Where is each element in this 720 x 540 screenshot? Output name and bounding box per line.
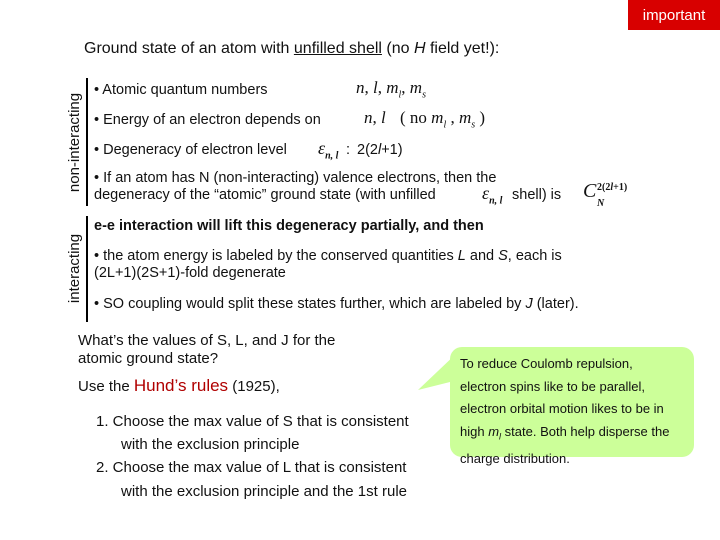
title-lead: Ground state of an atom with [84, 40, 294, 57]
note-line5: charge distribution. [460, 450, 570, 466]
hunds-year: (1925), [228, 378, 280, 395]
note-line1: To reduce Coulomb repulsion, [460, 356, 633, 371]
degeneracy-colon: : [346, 142, 351, 158]
math-energy-depends: n, l [364, 108, 386, 127]
bullet-n-electrons-line2b: shell) is [512, 187, 562, 203]
noninteracting-label: non-interacting [66, 92, 84, 192]
title-field: H [413, 40, 426, 57]
bullet-conserved-line1: • the atom energy is labeled by the conserved quantities L and S, each is [94, 248, 562, 264]
interacting-heading: e-e interaction will lift this degeneracy partially, and then [94, 218, 484, 234]
epsilon-nl-symbol-2: $\varepsilon_{n, l}$ [482, 183, 503, 207]
bullet-so-coupling: • SO coupling would split these states further, which are labeled by J (later). [94, 296, 579, 312]
title-paren-open: (no [381, 40, 414, 57]
bullet-energy: • Energy of an electron depends on [94, 112, 321, 128]
rule1-line2: with the exclusion principle [121, 436, 300, 453]
epsilon-nl-symbol: $\varepsilon_{n, l}$ [318, 138, 339, 162]
question-line2: atomic ground state? [78, 350, 219, 367]
note-line4: high $m_l$ state. Both help disperse the [460, 423, 670, 442]
rule2-line1: 2. Choose the max value of L that is consistent [96, 459, 407, 476]
math-quantum-numbers: n, l, $m_l$, $m_s$ [356, 78, 426, 101]
math-no-ml-ms: ( no $m_l$ , $m_s$ ) [400, 108, 486, 131]
bullet-quantum-numbers: • Atomic quantum numbers [94, 82, 268, 98]
bullet-n-electrons-line2a: degeneracy of the “atomic” ground state (with unfilled [94, 187, 436, 203]
rule2-line2: with the exclusion principle and the 1st rule [121, 483, 407, 500]
title-underlined: unfilled shell [293, 40, 382, 57]
bullet-degeneracy: • Degeneracy of electron level [94, 142, 287, 158]
note-line3: electron orbital motion likes to be in [460, 401, 664, 416]
important-badge: important [628, 0, 720, 30]
question-line1: What’s the values of S, L, and J for the [78, 332, 336, 349]
degeneracy-value: 2(2l+1) [357, 142, 403, 158]
slide-title [84, 40, 499, 58]
use-hunds-rules [78, 376, 280, 396]
title-paren-close: field yet!): [425, 40, 500, 57]
coulomb-callout [450, 347, 694, 466]
use-lead: Use the [78, 378, 134, 395]
note-line2: electron spins like to be parallel, [460, 378, 645, 394]
combination-symbol: C 2(2l+1) N [583, 180, 628, 209]
interacting-label: interacting [66, 233, 84, 303]
bullet-n-electrons-line1: • If an atom has N (non-interacting) valence electrons, then the [94, 170, 497, 186]
hunds-rules-label: Hund’s rules [133, 376, 229, 395]
bullet-conserved-line2: (2L+1)(2S+1)-fold degenerate [94, 265, 286, 281]
rule1-line1: 1. Choose the max value of S that is consistent [96, 413, 409, 430]
